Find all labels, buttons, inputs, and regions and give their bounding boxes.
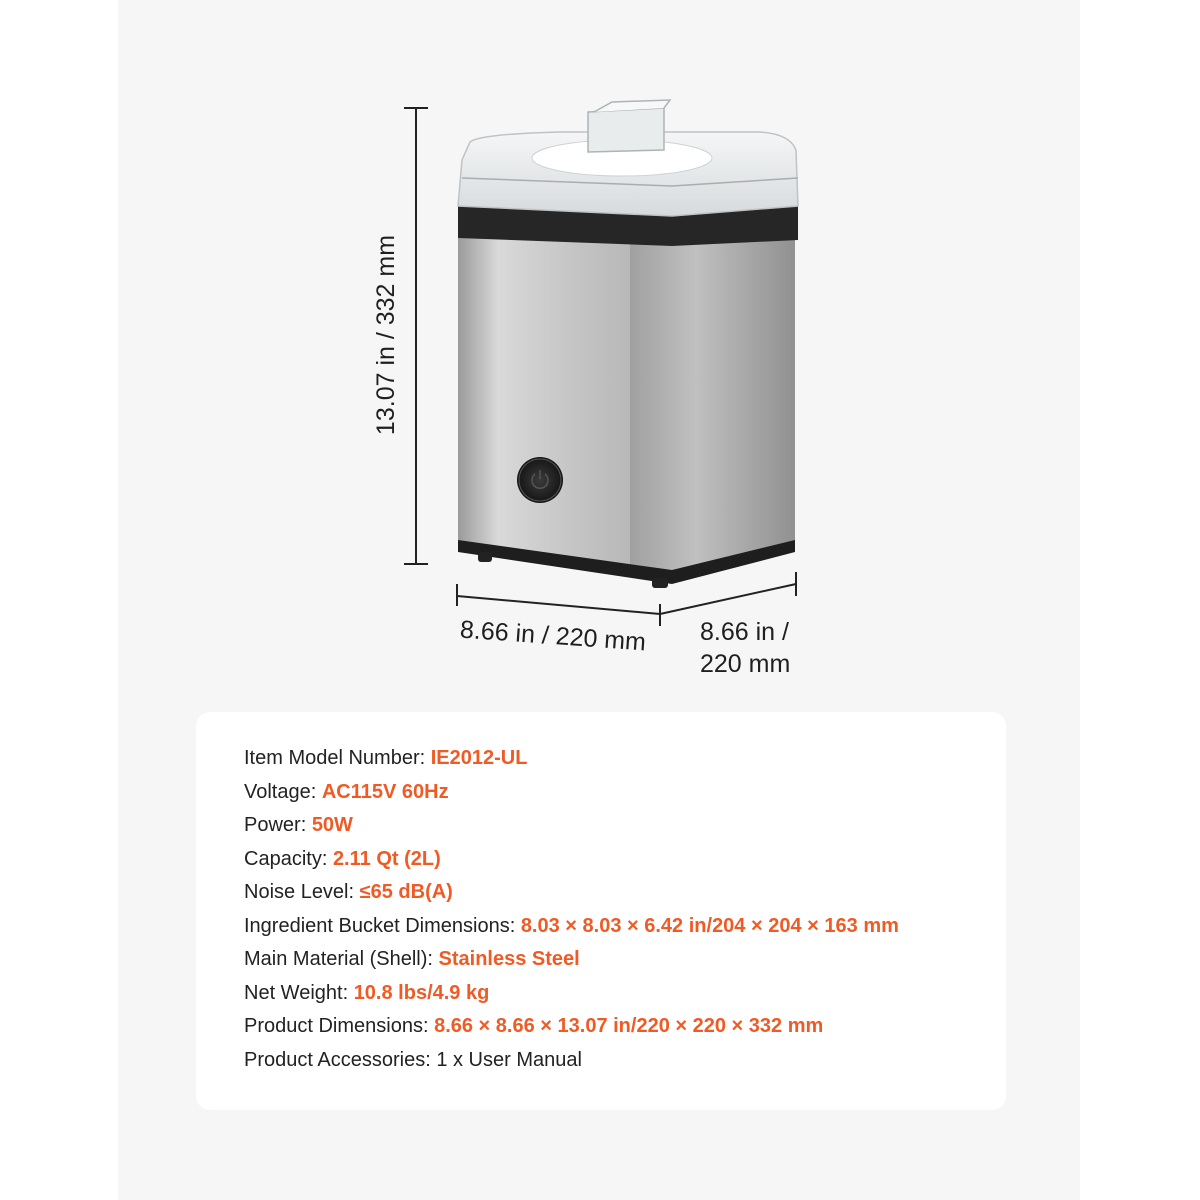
height-dimension-label: 13.07 in / 332 mm (372, 234, 400, 436)
spec-label: Main Material (Shell): (244, 948, 439, 970)
spec-main-material (244, 943, 899, 977)
spec-label: Ingredient Bucket Dimensions: (244, 914, 521, 937)
spec-value: 2.11 Qt (2L) (332, 847, 441, 870)
spec-value: 10.8 lbs/4.9 kg (353, 981, 490, 1004)
spec-label: Noise Level: (244, 881, 360, 903)
spec-net-weight (244, 977, 899, 1011)
spec-noise-level (244, 876, 899, 910)
spec-bucket-dimensions (244, 910, 899, 944)
depth-dimension-line2: 220 mm (700, 650, 791, 678)
spec-value: ≤65 dB(A) (359, 881, 453, 903)
depth-dimension-label (700, 616, 790, 680)
spec-model-number (244, 742, 899, 776)
spec-value: AC115V 60Hz (321, 780, 449, 803)
spec-value: IE2012-UL (430, 747, 528, 769)
spec-voltage (244, 776, 899, 810)
spec-label: Net Weight: (244, 981, 354, 1004)
width-dimension-line (457, 584, 660, 614)
spec-label: Capacity: (244, 847, 333, 870)
spec-value: 8.03 × 8.03 × 6.42 in/204 × 204 × 163 mm (520, 914, 899, 937)
spec-label: Product Accessories: (244, 1048, 437, 1071)
spec-value: Stainless Steel (438, 948, 580, 970)
spec-label: Product Dimensions: (244, 1015, 435, 1037)
specifications-list (244, 742, 899, 1077)
spec-value: 1 x User Manual (436, 1048, 582, 1071)
spec-label: Voltage: (244, 780, 322, 803)
power-button-icon (517, 457, 563, 503)
specifications-card (196, 712, 1006, 1110)
spec-product-dimensions (244, 1010, 899, 1044)
spec-power (244, 809, 899, 843)
spec-capacity (244, 843, 899, 877)
width-dimension-label: 8.66 in / 220 mm (459, 615, 647, 657)
spec-label: Item Model Number: (244, 747, 431, 769)
spec-accessories (244, 1044, 899, 1078)
depth-dimension-line1: 8.66 in / (700, 618, 789, 646)
spec-value: 8.66 × 8.66 × 13.07 in/220 × 220 × 332 mm (434, 1015, 824, 1037)
height-dimension-line (404, 108, 428, 564)
spec-value: 50W (311, 814, 353, 836)
spec-label: Power: (244, 814, 312, 836)
